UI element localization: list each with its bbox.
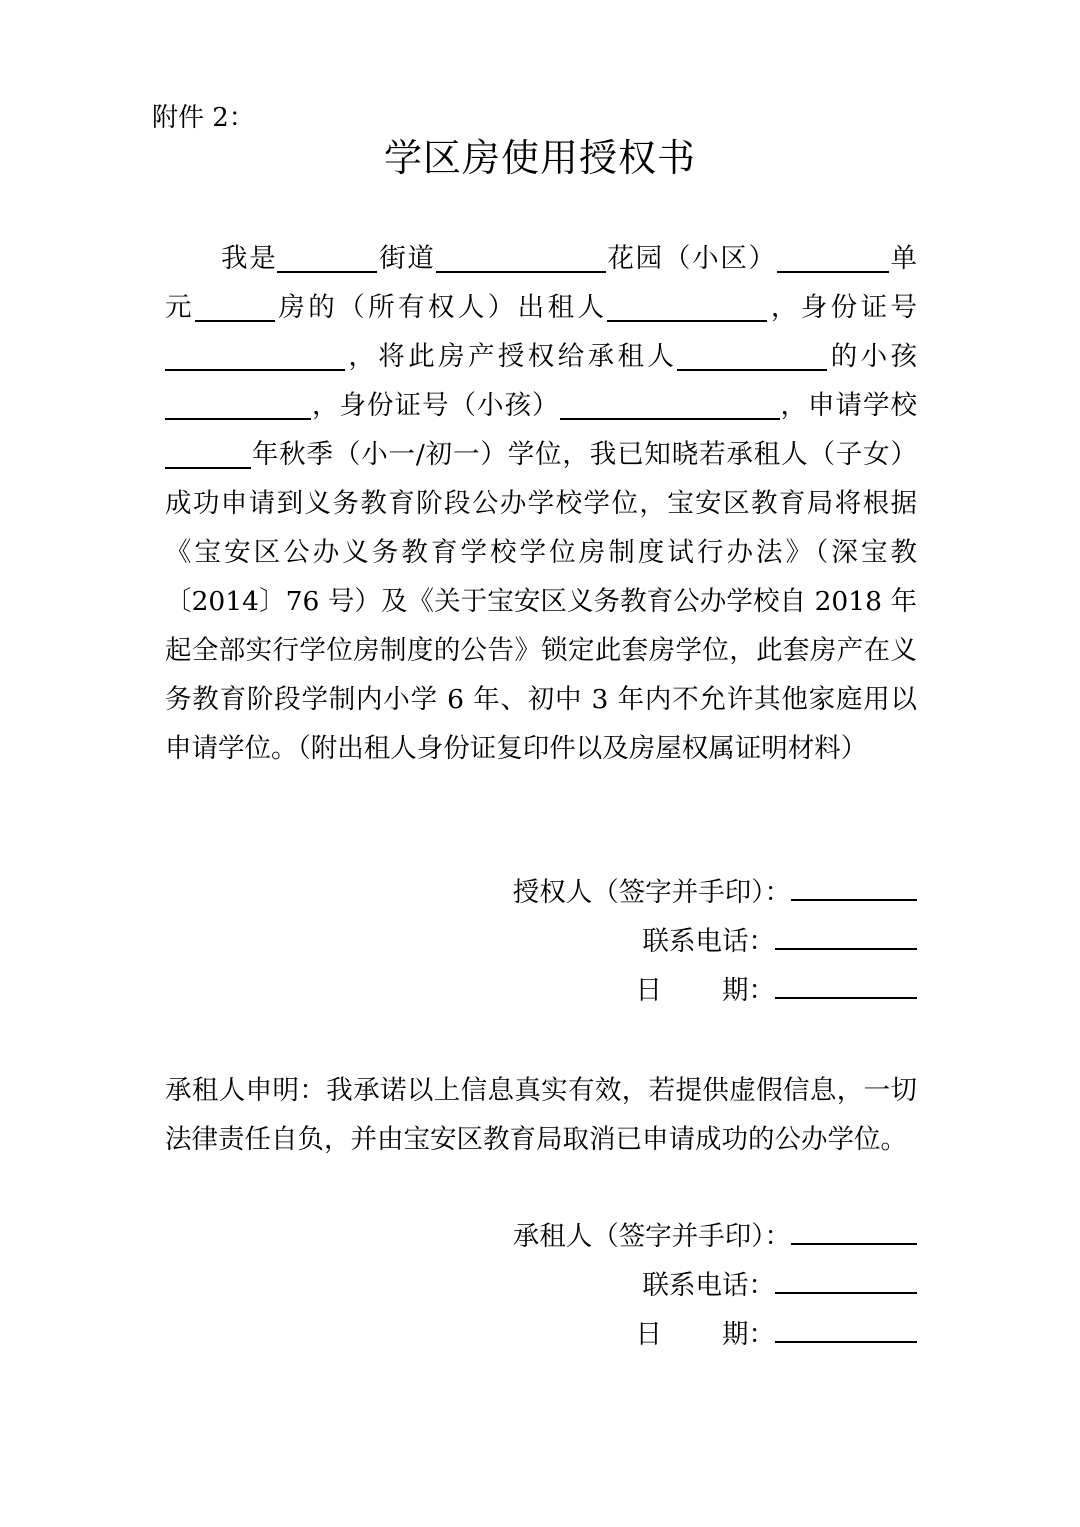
lessee-date-label-b: 期： (722, 1319, 775, 1350)
year-blank[interactable] (165, 441, 251, 469)
lessee-signature-block (457, 1212, 917, 1359)
grantor-date-row (457, 966, 917, 1015)
lessee-date-row (457, 1310, 917, 1359)
text-segment: 街道 (377, 243, 436, 274)
text-segment: 年秋季（小一/初一）学位，我已知晓若承租人（子女）成功申请到义务教育阶段公办学校学位，宝安区教育局将根据《宝安区公办义务教育学校学位房制度试行办法》（深宝教〔2014〕76 号）及《关于宝安区义务教育公办学校自 2018 年起全部实行学位房制度的公告》锁定此套房学位，此套房产在义务教育阶段学制内小学 6 年、初中 3 年内不允许其他家庭用以申请学位。（附出租人身份证复印件以及房屋权属证明材料） (165, 439, 917, 764)
child-name-blank[interactable] (165, 392, 311, 420)
text-segment: ，身份证号 (767, 292, 918, 323)
street-blank[interactable] (277, 245, 377, 273)
lessee-phone-row (457, 1261, 917, 1310)
text-segment: 单元 (165, 243, 918, 323)
attachment-label: 附件 2： (152, 103, 255, 133)
lessee-signature-row (457, 1212, 917, 1261)
room-blank[interactable] (195, 294, 275, 322)
grantor-signature-label: 授权人（签字并手印）： (512, 877, 791, 908)
grantor-phone-label: 联系电话： (642, 926, 775, 957)
grantor-signature-block (457, 868, 917, 1015)
lessee-phone-label: 联系电话： (642, 1270, 775, 1301)
building-blank[interactable] (777, 245, 889, 273)
lessee-date-label-a: 日 (635, 1319, 662, 1350)
lessee-signature-field[interactable] (791, 1215, 917, 1245)
grantor-date-label-b: 期： (722, 975, 775, 1006)
grantor-date-label-a: 日 (635, 975, 662, 1006)
grantor-date-field[interactable] (775, 969, 917, 999)
text-segment: ，身份证号（小孩） (311, 390, 560, 421)
grantor-phone-row (457, 917, 917, 966)
authorization-paragraph (165, 234, 917, 773)
lessor-id-blank[interactable] (165, 343, 345, 371)
lessee-date-field[interactable] (775, 1313, 917, 1343)
grantor-signature-field[interactable] (791, 871, 917, 901)
text-segment: ，申请学校 (779, 390, 917, 421)
grantor-signature-row (457, 868, 917, 917)
lessee-name-blank[interactable] (677, 343, 827, 371)
child-id-blank[interactable] (560, 392, 780, 420)
lessor-name-blank[interactable] (607, 294, 767, 322)
text-segment: 房的（所有权人）出租人 (274, 292, 608, 323)
text-segment: 的小孩 (827, 341, 918, 372)
text-segment: ，将此房产授权给承租人 (345, 341, 678, 372)
grantor-phone-field[interactable] (775, 920, 917, 950)
text-segment: 花园（小区） (605, 243, 777, 274)
text-segment: 我是 (221, 243, 278, 274)
lessee-declaration: 承租人申明：我承诺以上信息真实有效，若提供虚假信息，一切法律责任自负，并由宝安区教育局取消已申请成功的公办学位。 (165, 1075, 917, 1155)
garden-blank[interactable] (436, 245, 606, 273)
lessee-signature-label: 承租人（签字并手印）： (512, 1221, 791, 1252)
lessee-phone-field[interactable] (775, 1264, 917, 1294)
document-title: 学区房使用授权书 (383, 136, 696, 180)
